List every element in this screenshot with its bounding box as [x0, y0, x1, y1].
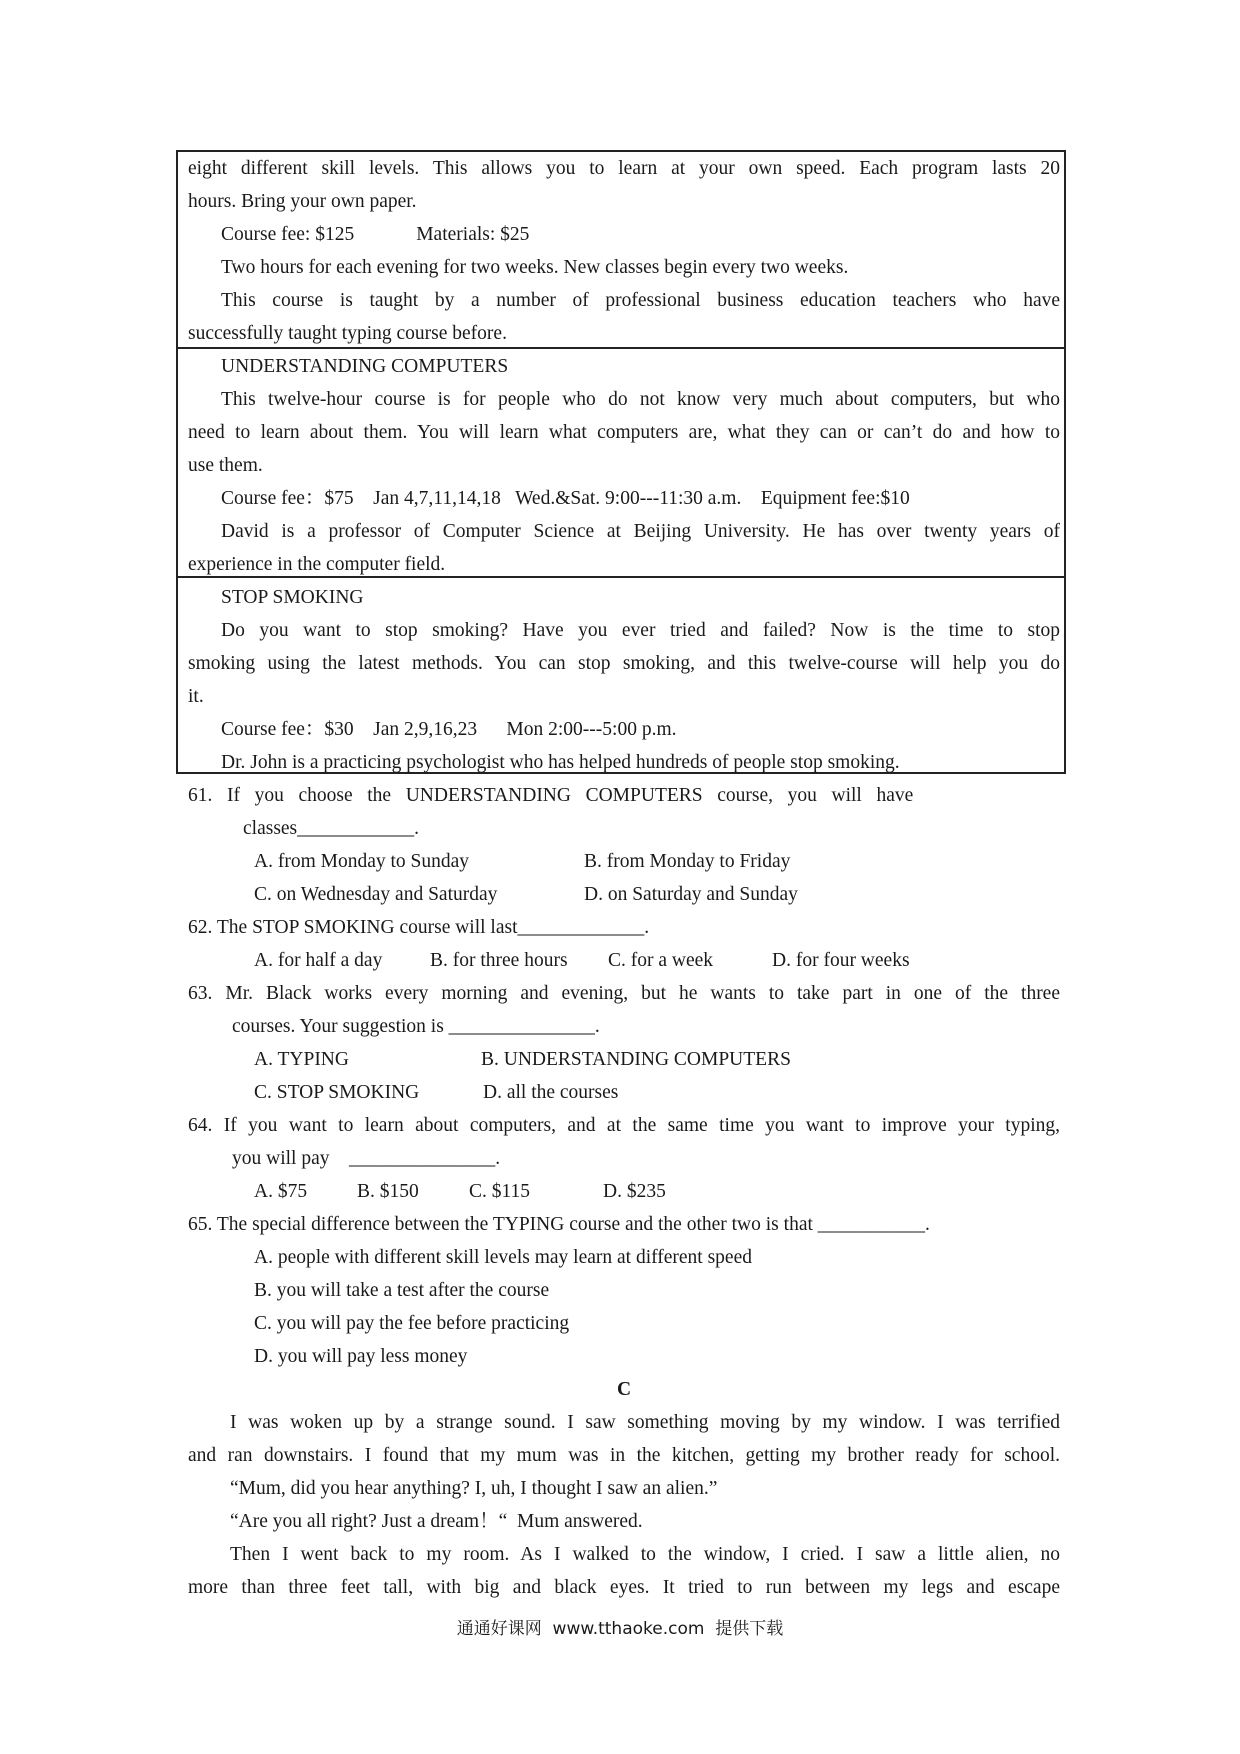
page-footer: 通通好课网 www.tthaoke.com 提供下载	[456, 1619, 784, 1639]
question-61-options-row	[254, 878, 1060, 911]
question-61-stem: 61. If you choose the UNDERSTANDING COMPUTERS course, you will have	[188, 785, 914, 806]
question-63-stem: 63. Mr. Black works every morning and evening, but he wants to take part in one of the three	[188, 983, 1060, 1004]
smoking-desc-line: Do you want to stop smoking? Have you ever tried and failed? Now is the time to stop	[221, 620, 1060, 641]
option-c[interactable]: C. for a week	[608, 950, 714, 971]
option-b[interactable]: B. you will take a test after the course	[254, 1280, 550, 1301]
computers-desc-line: use them.	[188, 455, 263, 476]
question-64-options-row	[254, 1175, 1060, 1208]
smoking-title: STOP SMOKING	[221, 587, 364, 608]
typing-fee-line	[221, 218, 1060, 251]
passage-line: more than three feet tall, with big and black eyes. It tried to run between my legs and escape	[188, 1577, 1060, 1598]
typing-materials-fee: Materials: $25	[416, 224, 530, 245]
option-b[interactable]: B. for three hours	[430, 950, 568, 971]
passage-line: I was woken up by a strange sound. I saw something moving by my window. I was terrified	[230, 1412, 1060, 1433]
section-heading-c: C	[616, 1379, 632, 1400]
option-c[interactable]: C. you will pay the fee before practicing	[254, 1313, 570, 1334]
question-61-options-row	[254, 845, 1060, 878]
question-63-options-row	[254, 1043, 1060, 1076]
typing-course-fee: Course fee: $125	[221, 224, 355, 245]
question-62-options-row	[254, 944, 1060, 977]
smoking-teacher: Dr. John is a practicing psychologist who has helped hundreds of people stop smoking.	[221, 752, 900, 773]
option-b[interactable]: B. UNDERSTANDING COMPUTERS	[481, 1049, 791, 1070]
computers-teacher-line: experience in the computer field.	[188, 554, 446, 575]
passage-line: “Mum, did you hear anything? I, uh, I thought I saw an alien.”	[230, 1478, 718, 1499]
option-a[interactable]: A. for half a day	[254, 950, 383, 971]
option-b[interactable]: B. $150	[357, 1181, 419, 1202]
computers-teacher-line: David is a professor of Computer Science at Beijing University. He has over twenty years of	[221, 521, 1060, 542]
option-d[interactable]: D. all the courses	[483, 1082, 619, 1103]
question-65-stem: 65. The special difference between the TYPING course and the other two is that ___________.	[188, 1214, 930, 1235]
computers-desc-line: This twelve-hour course is for people who do not know very much about computers, but who	[221, 389, 1060, 410]
passage-line: “Are you all right? Just a dream！“ Mum answered.	[230, 1511, 643, 1532]
typing-teacher-line: This course is taught by a number of professional business education teachers who have	[221, 290, 1060, 311]
option-a[interactable]: A. TYPING	[254, 1049, 349, 1070]
option-a[interactable]: A. $75	[254, 1181, 308, 1202]
question-62-stem: 62. The STOP SMOKING course will last_____________.	[188, 917, 650, 938]
option-b[interactable]: B. from Monday to Friday	[584, 851, 791, 872]
computers-desc-line: need to learn about them. You will learn what computers are, what they can or can’t do and how to	[188, 422, 1060, 443]
question-61-stem: classes____________.	[243, 818, 420, 839]
typing-schedule: Two hours for each evening for two weeks. New classes begin every two weeks.	[221, 257, 849, 278]
typing-desc-line: eight different skill levels. This allows you to learn at your own speed. Each program lasts 20	[188, 158, 1060, 179]
option-c[interactable]: C. on Wednesday and Saturday	[254, 884, 498, 905]
option-c[interactable]: C. STOP SMOKING	[254, 1082, 420, 1103]
option-c[interactable]: C. $115	[469, 1181, 531, 1202]
computers-title: UNDERSTANDING COMPUTERS	[221, 356, 509, 377]
typing-desc-line: hours. Bring your own paper.	[188, 191, 417, 212]
question-63-stem: courses. Your suggestion is _______________.	[232, 1016, 600, 1037]
passage-line: Then I went back to my room. As I walked to the window, I cried. I saw a little alien, no	[230, 1544, 1060, 1565]
passage-line: and ran downstairs. I found that my mum was in the kitchen, getting my brother ready for school.	[188, 1445, 1060, 1466]
option-d[interactable]: D. $235	[603, 1181, 666, 1202]
computers-fee-line: Course fee：$75 Jan 4,7,11,14,18 Wed.&Sat. 9:00---11:30 a.m. Equipment fee:$10	[221, 488, 910, 509]
option-a[interactable]: A. people with different skill levels may learn at different speed	[254, 1247, 752, 1268]
smoking-desc-line: smoking using the latest methods. You can stop smoking, and this twelve-course will help you do	[188, 653, 1060, 674]
question-64-stem: 64. If you want to learn about computers, and at the same time you want to improve your typing,	[188, 1115, 1060, 1136]
question-63-options-row	[254, 1076, 1060, 1109]
option-d[interactable]: D. for four weeks	[772, 950, 910, 971]
question-64-stem: you will pay _______________.	[232, 1148, 501, 1169]
smoking-desc-line: it.	[188, 686, 204, 707]
option-d[interactable]: D. on Saturday and Sunday	[584, 884, 798, 905]
option-d[interactable]: D. you will pay less money	[254, 1346, 468, 1367]
smoking-fee-line: Course fee：$30 Jan 2,9,16,23 Mon 2:00---5:00 p.m.	[221, 719, 677, 740]
typing-teacher-line: successfully taught typing course before.	[188, 323, 507, 344]
option-a[interactable]: A. from Monday to Sunday	[254, 851, 470, 872]
